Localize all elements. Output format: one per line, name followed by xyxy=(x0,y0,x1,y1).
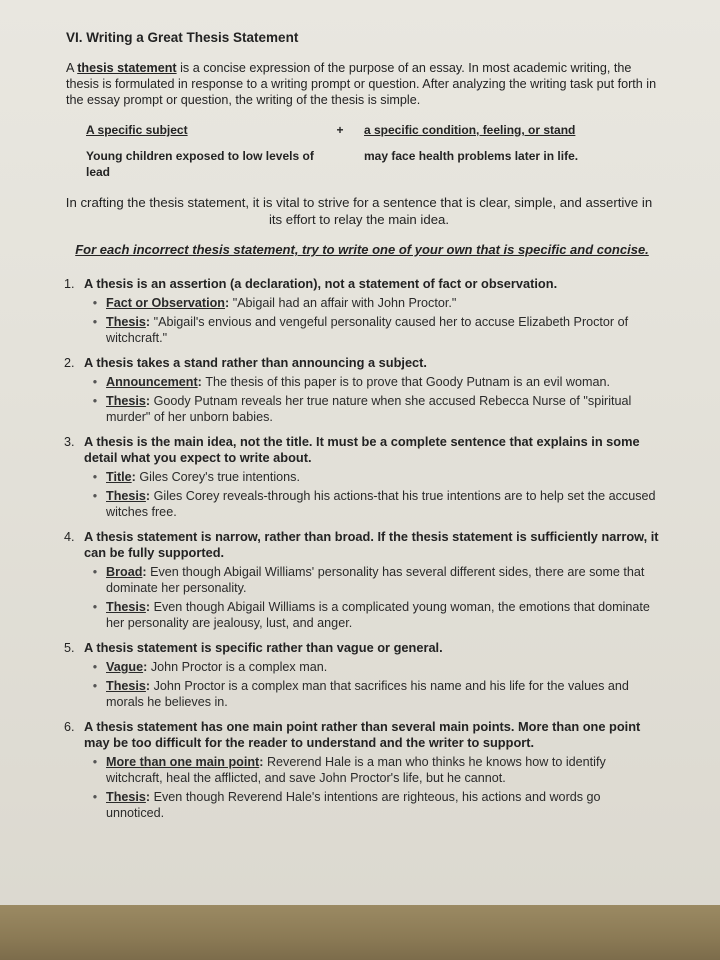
rule-number: 1. xyxy=(64,277,75,291)
example-item xyxy=(84,754,660,786)
rule-item xyxy=(64,719,660,824)
example-label: Announcement xyxy=(106,375,198,389)
example-body: The thesis of this paper is to prove that Goody Putnam is an evil woman. xyxy=(205,375,610,389)
rule-item xyxy=(64,355,660,428)
rule-item xyxy=(64,640,660,713)
example-item xyxy=(84,659,660,675)
example-text xyxy=(106,754,660,786)
example-body: Even though Abigail Williams' personality has several different sides, there are some that dominate her personality. xyxy=(106,565,645,595)
example-label: Title xyxy=(106,470,132,484)
example-text xyxy=(106,469,660,485)
formula-right-example: may face health problems later in life. xyxy=(364,149,579,163)
formula-right-heading: a specific condition, feeling, or stand xyxy=(364,123,576,137)
example-separator: : xyxy=(145,679,154,693)
rule-heading: A thesis statement is narrow, rather than broad. If the thesis statement is sufficiently narrow, it can be fully supported. xyxy=(84,529,659,560)
example-body: Giles Corey reveals-through his actions-that his true intentions are to help set the accused witches free. xyxy=(106,489,656,519)
example-item xyxy=(84,564,660,596)
example-label: More than one main point xyxy=(106,755,260,769)
bullet-icon: • xyxy=(92,790,98,804)
example-text xyxy=(106,789,660,821)
example-text xyxy=(106,393,660,425)
example-label: Vague xyxy=(106,660,144,674)
rule-body xyxy=(84,355,660,428)
rule-heading: A thesis statement has one main point rather than several main points. More than one point may be too difficult for the reader to understand and the writer to support. xyxy=(84,719,641,750)
bullet-icon: • xyxy=(92,755,98,769)
example-list xyxy=(84,374,660,425)
thesis-formula xyxy=(86,122,660,180)
bullet-icon: • xyxy=(92,600,98,614)
bullet-icon: • xyxy=(92,470,98,484)
intro-paragraph xyxy=(66,60,660,108)
example-separator: : xyxy=(197,375,206,389)
bullet-icon: • xyxy=(92,315,98,329)
example-list xyxy=(84,469,660,520)
example-label: Broad xyxy=(106,565,143,579)
example-separator: : xyxy=(145,600,154,614)
example-body: "Abigail's envious and vengeful personality caused her to accuse Elizabeth Proctor of witchcraft." xyxy=(106,315,629,345)
example-body: Giles Corey's true intentions. xyxy=(139,470,300,484)
example-item xyxy=(84,314,660,346)
table-surface xyxy=(0,905,720,960)
rule-number: 5. xyxy=(64,641,75,655)
example-label: Thesis xyxy=(106,600,146,614)
example-item xyxy=(84,488,660,520)
rule-number: 3. xyxy=(64,435,75,449)
page-title: VI. Writing a Great Thesis Statement xyxy=(66,30,299,45)
rule-heading: A thesis is an assertion (a declaration), not a statement of fact or observation. xyxy=(84,276,558,291)
rule-number: 2. xyxy=(64,356,75,370)
example-item xyxy=(84,599,660,631)
rules-list xyxy=(64,276,660,824)
example-body: Even though Reverend Hale's intentions are righteous, his actions and words go unnoticed. xyxy=(106,790,601,820)
rule-item xyxy=(64,434,660,523)
document-content xyxy=(64,30,660,830)
example-text xyxy=(106,295,660,311)
bullet-icon: • xyxy=(92,565,98,579)
example-separator: : xyxy=(145,489,154,503)
example-body: Reverend Hale is a man who thinks he knows how to identify witchcraft, heal the afflicted, and save John Proctor's life, but he cannot. xyxy=(106,755,606,785)
example-item xyxy=(84,678,660,710)
example-separator: : xyxy=(145,790,154,804)
example-label: Fact or Observation xyxy=(106,296,225,310)
example-item xyxy=(84,393,660,425)
example-body: John Proctor is a complex man that sacrifices his name and his life for the values and morals he believes in. xyxy=(106,679,629,709)
example-text xyxy=(106,314,660,346)
example-label: Thesis xyxy=(106,679,146,693)
rule-body xyxy=(84,719,660,824)
example-separator: : xyxy=(142,565,151,579)
bullet-icon: • xyxy=(92,679,98,693)
example-label: Thesis xyxy=(106,315,146,329)
example-list xyxy=(84,564,660,631)
bullet-icon: • xyxy=(92,660,98,674)
example-text xyxy=(106,659,660,675)
rule-heading: A thesis statement is specific rather than vague or general. xyxy=(84,640,443,655)
example-body: Even though Abigail Williams is a complicated young woman, the emotions that dominate her personality are jealousy, lust, and anger. xyxy=(106,600,650,630)
example-separator: : xyxy=(259,755,267,769)
bullet-icon: • xyxy=(92,375,98,389)
example-body: John Proctor is a complex man. xyxy=(150,660,328,674)
example-label: Thesis xyxy=(106,394,146,408)
rule-heading: A thesis is the main idea, not the title. It must be a complete sentence that explains in some detail what you expect to write about. xyxy=(84,434,640,465)
rule-body xyxy=(84,276,660,349)
formula-left-heading: A specific subject xyxy=(86,123,188,137)
example-item xyxy=(84,789,660,821)
crafting-paragraph: In crafting the thesis statement, it is vital to strive for a sentence that is clear, simple, and assertive in its effort to relay the main idea. xyxy=(65,195,653,227)
example-separator: : xyxy=(145,394,154,408)
rule-body xyxy=(84,529,660,634)
rule-item xyxy=(64,276,660,349)
example-label: Thesis xyxy=(106,489,146,503)
example-item xyxy=(84,374,660,390)
formula-left-example: Young children exposed to low levels of lead xyxy=(86,149,314,179)
example-label: Thesis xyxy=(106,790,146,804)
rule-number: 4. xyxy=(64,530,75,544)
example-separator: : xyxy=(145,315,154,329)
example-separator: : xyxy=(131,470,140,484)
example-text xyxy=(106,599,660,631)
example-item xyxy=(84,469,660,485)
example-separator: : xyxy=(143,660,151,674)
example-text xyxy=(106,488,660,520)
intro-lead: A xyxy=(66,61,74,75)
formula-plus-sign: + xyxy=(336,123,344,137)
bullet-icon: • xyxy=(92,296,98,310)
rule-item xyxy=(64,529,660,634)
bullet-icon: • xyxy=(92,394,98,408)
example-item xyxy=(84,295,660,311)
example-list xyxy=(84,295,660,346)
bullet-icon: • xyxy=(92,489,98,503)
rule-body xyxy=(84,640,660,713)
example-text xyxy=(106,678,660,710)
example-text xyxy=(106,564,660,596)
rule-heading: A thesis takes a stand rather than announcing a subject. xyxy=(84,355,427,370)
example-text xyxy=(106,374,660,390)
intro-rest: is a concise expression of the purpose of an essay. In most academic writing, the thesis is formulated in response to a writing prompt or question. After analyzing the writing task put forth in the essay prompt or question, the writing of the thesis is simple. xyxy=(66,61,657,107)
instruction-text: For each incorrect thesis statement, try to write one of your own that is specific and concise. xyxy=(75,242,649,257)
example-list xyxy=(84,659,660,710)
rule-body xyxy=(84,434,660,523)
example-separator: : xyxy=(224,296,233,310)
example-body: "Abigail had an affair with John Proctor." xyxy=(232,296,457,310)
intro-term: thesis statement xyxy=(77,61,177,75)
rule-number: 6. xyxy=(64,720,75,734)
example-body: Goody Putnam reveals her true nature when she accused Rebecca Nurse of "spiritual murder" of her unborn babies. xyxy=(106,394,632,424)
example-list xyxy=(84,754,660,821)
